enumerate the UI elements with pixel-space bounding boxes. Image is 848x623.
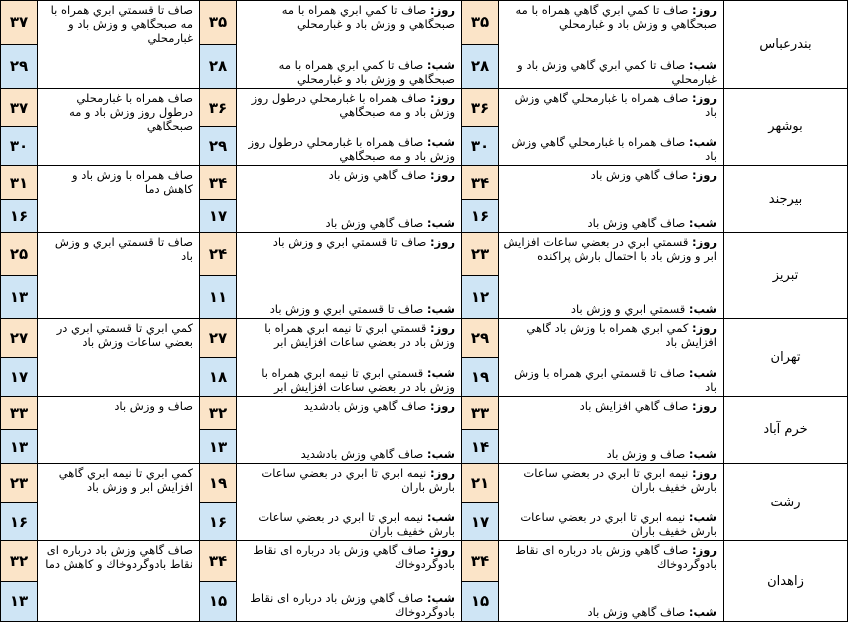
city-name: خرم آباد (724, 396, 848, 463)
night-forecast (241, 366, 455, 394)
day3-description: صاف تا قسمتي ابري همراه با مه صبحگاهي و وزش باد و غبارمحلي (50, 3, 193, 45)
day2-content (200, 89, 461, 165)
min-temp: ۱۳ (1, 582, 37, 621)
night-forecast (241, 510, 455, 538)
day2-cell (200, 88, 462, 165)
max-temp: ۲۴ (200, 233, 236, 276)
day3-content (1, 464, 199, 540)
day-forecast (241, 543, 455, 571)
day3-description: صاف همراه با وزش باد و كاهش دما (72, 168, 193, 197)
min-temp: ۱۶ (462, 200, 498, 233)
max-temp: ۳۴ (462, 541, 498, 581)
min-temp: ۱۲ (462, 276, 498, 318)
day-label: روز: (430, 3, 455, 17)
night-label: شب: (688, 216, 717, 231)
day3-description: صاف گاهي وزش باد درباره اى نقاط بادوگردوخاك و كاهش دما (45, 543, 193, 572)
temperature-column (200, 319, 237, 395)
temperature-column (462, 233, 499, 318)
temperature-column (462, 397, 499, 463)
day2-cell (200, 233, 462, 319)
day-label: روز: (430, 465, 455, 480)
day3-description: صاف همراه با غبارمحلي درطول روز وزش باد و مه صبحگاهي (69, 90, 193, 133)
min-temp: ۲۸ (200, 45, 236, 88)
max-temp: ۳۷ (1, 1, 37, 45)
night-forecast (503, 135, 717, 163)
day3-cell (1, 1, 200, 89)
night-text: صاف تا كمي ابري گاهي وزش باد و غبارمحلي (517, 57, 717, 86)
day-text: نيمه ابري تا ابري در بعضي ساعات بارش خفيف باران (523, 465, 717, 494)
city-name: رشت (724, 463, 848, 540)
night-label: شب: (688, 605, 717, 619)
min-temp: ۱۱ (200, 276, 236, 318)
day3-content (1, 319, 199, 395)
forecast-table-body (1, 1, 848, 622)
night-label: شب: (688, 135, 717, 150)
day2-description (237, 464, 461, 540)
temperature-column (1, 1, 38, 88)
day2-description (237, 166, 461, 232)
day3-cell (1, 88, 200, 165)
min-temp: ۱۷ (1, 358, 37, 396)
max-temp: ۳۴ (462, 166, 498, 200)
min-temp: ۳۰ (1, 127, 37, 165)
day-forecast (241, 91, 455, 119)
night-label: شب: (688, 57, 717, 72)
night-forecast (241, 302, 455, 316)
day3-content (1, 166, 199, 232)
night-text: نيمه ابري تا ابري در بعضي ساعات بارش خفيف باران (258, 510, 455, 539)
max-temp: ۲۱ (462, 464, 498, 503)
day1-description (499, 166, 723, 232)
day1-cell (462, 166, 724, 233)
night-label: شب: (426, 135, 455, 150)
night-text: صاف تا قسمتي ابري و وزش باد (269, 302, 424, 317)
temperature-column (1, 319, 38, 395)
forecast-row (1, 233, 848, 319)
min-temp: ۱۵ (200, 582, 236, 621)
max-temp: ۳۶ (462, 89, 498, 128)
day-text: صاف تا كمي ابري همراه با مه صبحگاهي و وزش باد و غبارمحلي (281, 3, 455, 31)
max-temp: ۳۶ (200, 89, 236, 128)
day3-cell (1, 233, 200, 319)
day1-description (499, 89, 723, 165)
day1-cell (462, 319, 724, 396)
day2-description (237, 541, 461, 621)
max-temp: ۳۵ (200, 1, 236, 45)
night-forecast (503, 216, 717, 230)
min-temp: ۱۴ (462, 430, 498, 463)
max-temp: ۱۹ (200, 464, 236, 503)
temperature-column (200, 397, 237, 463)
day-forecast (241, 321, 455, 349)
night-text: قسمتي ابري تا نيمه ابري همراه با وزش باد در بعضي ساعات افزايش ابر (261, 365, 455, 394)
day1-cell (462, 1, 724, 89)
day-label: روز: (692, 235, 717, 250)
night-label: شب: (426, 446, 455, 461)
min-temp: ۱۶ (1, 200, 37, 233)
night-forecast (241, 58, 455, 86)
night-text: صاف و وزش باد (606, 446, 686, 461)
max-temp: ۳۳ (1, 397, 37, 431)
day3-cell (1, 541, 200, 622)
night-forecast (503, 510, 717, 538)
day1-content (462, 233, 723, 318)
temperature-column (462, 89, 499, 165)
forecast-row (1, 541, 848, 622)
day2-cell (200, 396, 462, 463)
day-label: روز: (692, 398, 717, 413)
night-label: شب: (688, 510, 717, 525)
max-temp: ۳۷ (1, 89, 37, 128)
day-forecast (241, 235, 455, 249)
day-forecast (503, 543, 717, 571)
min-temp: ۱۷ (462, 503, 498, 541)
day-text: صاف گاهي افزايش باد (579, 398, 689, 413)
day-label: روز: (692, 90, 717, 105)
min-temp: ۱۸ (200, 358, 236, 396)
temperature-column (462, 541, 499, 621)
night-text: صاف گاهي وزش باد (325, 216, 424, 231)
day3-description: كمي ابري تا نيمه ابري گاهي افزايش ابر و وزش باد (58, 465, 193, 494)
temperature-column (462, 464, 499, 540)
night-text: صاف همراه با غبارمحلي گاهي وزش باد (511, 135, 717, 164)
day-text: صاف گاهي وزش باد درباره اى نقاط بادوگردوخاك (253, 543, 455, 572)
day3-description: كمي ابري تا قسمتي ابري در بعضي ساعات وزش باد (56, 321, 193, 350)
day-forecast (241, 399, 455, 413)
night-label: شب: (426, 216, 455, 231)
day-label: روز: (692, 543, 717, 558)
temperature-column (462, 1, 499, 88)
day-label: روز: (430, 543, 455, 558)
night-text: صاف گاهي وزش باد درباره اى نقاط بادوگردوخاك (250, 591, 455, 619)
day2-description (237, 319, 461, 395)
temperature-column (1, 166, 38, 232)
day2-cell (200, 166, 462, 233)
max-temp: ۲۳ (462, 233, 498, 276)
night-label: شب: (688, 446, 717, 461)
night-forecast (241, 447, 455, 461)
night-forecast (503, 447, 717, 461)
day-text: نيمه ابري تا ابري در بعضي ساعات بارش باران (261, 465, 455, 494)
min-temp: ۲۹ (1, 45, 37, 88)
night-text: صاف گاهي وزش باد (587, 216, 686, 231)
day-label: روز: (430, 235, 455, 250)
forecast-row (1, 319, 848, 396)
forecast-row (1, 396, 848, 463)
day1-content (462, 166, 723, 232)
day1-description (499, 1, 723, 88)
night-forecast (503, 605, 717, 619)
day2-content (200, 1, 461, 88)
night-label: شب: (688, 302, 717, 317)
night-forecast (503, 366, 717, 394)
day2-description (237, 233, 461, 318)
max-temp: ۳۲ (1, 541, 37, 581)
temperature-column (1, 89, 38, 165)
min-temp: ۲۸ (462, 45, 498, 88)
city-name: تبريز (724, 233, 848, 319)
day3-content (1, 89, 199, 165)
day1-content (462, 89, 723, 165)
day1-content (462, 397, 723, 463)
day2-cell (200, 463, 462, 540)
max-temp: ۳۴ (200, 166, 236, 200)
day-text: كمي ابري همراه با وزش باد گاهي افزايش باد (526, 321, 717, 350)
day2-content (200, 319, 461, 395)
day3-cell (1, 396, 200, 463)
night-label: شب: (426, 57, 455, 72)
temperature-column (200, 233, 237, 318)
day2-description (237, 89, 461, 165)
day-label: روز: (692, 321, 717, 336)
temperature-column (1, 397, 38, 463)
day1-cell (462, 463, 724, 540)
night-text: صاف گاهي وزش بادشديد (300, 446, 424, 461)
day-text: صاف گاهي وزش باد (590, 168, 689, 183)
day-text: صاف گاهي وزش باد (328, 168, 427, 183)
day2-cell (200, 319, 462, 396)
temperature-column (200, 89, 237, 165)
day1-description (499, 319, 723, 395)
day3-cell (1, 319, 200, 396)
night-text: نيمه ابري تا ابري در بعضي ساعات بارش خفيف باران (520, 510, 717, 539)
forecast-row (1, 88, 848, 165)
min-temp: ۲۹ (200, 127, 236, 165)
day2-description (237, 397, 461, 463)
day-forecast (503, 168, 717, 182)
day2-cell (200, 1, 462, 89)
max-temp: ۳۳ (462, 397, 498, 431)
day-forecast (241, 466, 455, 494)
city-name: بوشهر (724, 88, 848, 165)
day1-content (462, 319, 723, 395)
forecast-row (1, 1, 848, 89)
day-label: روز: (430, 398, 455, 413)
day-forecast (241, 168, 455, 182)
temperature-column (1, 233, 38, 318)
min-temp: ۱۶ (200, 503, 236, 541)
day-forecast (503, 91, 717, 119)
min-temp: ۱۹ (462, 358, 498, 396)
day-text: صاف تا قسمتي ابري و وزش باد (272, 235, 427, 250)
day1-content (462, 541, 723, 621)
night-label: شب: (426, 302, 455, 317)
night-forecast (241, 591, 455, 619)
night-forecast (241, 216, 455, 230)
day-text: صاف گاهي وزش باد درباره اى نقاط بادوگردوخاك (515, 543, 717, 572)
day-label: روز: (692, 465, 717, 480)
min-temp: ۱۶ (1, 503, 37, 541)
min-temp: ۳۰ (462, 127, 498, 165)
max-temp: ۲۷ (1, 319, 37, 358)
day3-description: صاف و وزش باد (114, 398, 193, 413)
max-temp: ۳۱ (1, 166, 37, 200)
temperature-column (462, 319, 499, 395)
day3-description: صاف تا قسمتي ابري و وزش باد (54, 235, 193, 264)
max-temp: ۳۴ (200, 541, 236, 581)
min-temp: ۱۳ (1, 276, 37, 318)
day1-description (499, 541, 723, 621)
day-text: صاف گاهي وزش بادشديد (303, 398, 427, 413)
night-label: شب: (426, 510, 455, 525)
day-forecast (503, 399, 717, 413)
day-label: روز: (430, 168, 455, 183)
day3-cell (1, 166, 200, 233)
night-text: صاف گاهي وزش باد (587, 605, 686, 619)
city-name: بندرعباس (724, 1, 848, 89)
min-temp: ۱۵ (462, 582, 498, 621)
night-label: شب: (426, 591, 455, 605)
night-text: صاف همراه با غبارمحلي درطول روز وزش باد و مه صبحگاهي (248, 135, 455, 164)
night-label: شب: (688, 365, 717, 380)
day-text: صاف همراه با غبارمحلي درطول روز وزش باد و مه صبحگاهي (251, 90, 455, 119)
day2-description (237, 1, 461, 88)
day1-description (499, 233, 723, 318)
night-text: صاف تا كمي ابري همراه با مه صبحگاهي و وزش باد و غبارمحلي (278, 57, 455, 86)
day1-description (499, 464, 723, 540)
temperature-column (1, 541, 38, 621)
day-forecast (503, 235, 717, 263)
day1-cell (462, 88, 724, 165)
day-forecast (503, 321, 717, 349)
night-text: صاف تا قسمتي ابري همراه با وزش باد (514, 365, 717, 394)
day2-cell (200, 541, 462, 622)
night-forecast (503, 58, 717, 86)
day3-content (1, 233, 199, 318)
night-text: قسمتي ابري و وزش باد (570, 302, 686, 317)
day-text: صاف همراه با غبارمحلي گاهي وزش باد (514, 90, 717, 119)
min-temp: ۱۳ (1, 430, 37, 463)
temperature-column (1, 464, 38, 540)
temperature-column (462, 166, 499, 232)
day3-cell (1, 463, 200, 540)
day1-cell (462, 233, 724, 319)
day-label: روز: (430, 90, 455, 105)
day-label: روز: (692, 3, 717, 17)
day-forecast (503, 3, 717, 31)
max-temp: ۲۷ (200, 319, 236, 358)
day2-content (200, 166, 461, 232)
forecast-row (1, 166, 848, 233)
day1-content (462, 464, 723, 540)
city-name: بيرجند (724, 166, 848, 233)
max-temp: ۳۵ (462, 1, 498, 45)
max-temp: ۲۹ (462, 319, 498, 358)
day2-content (200, 397, 461, 463)
day1-cell (462, 541, 724, 622)
night-forecast (503, 302, 717, 316)
day-forecast (241, 3, 455, 31)
night-label: شب: (426, 365, 455, 380)
temperature-column (200, 464, 237, 540)
day1-cell (462, 396, 724, 463)
day2-content (200, 541, 461, 621)
day2-content (200, 233, 461, 318)
day-label: روز: (430, 321, 455, 336)
day2-content (200, 464, 461, 540)
day-text: قسمتي ابري تا نيمه ابري همراه با وزش باد در بعضي ساعات افزايش ابر (264, 321, 455, 350)
temperature-column (200, 541, 237, 621)
day-label: روز: (692, 168, 717, 183)
day-text: قسمتي ابري در بعضي ساعات افزايش ابر و وزش باد با احتمال بارش پراكنده (503, 235, 717, 264)
forecast-row (1, 463, 848, 540)
temperature-column (200, 166, 237, 232)
day3-content (1, 541, 199, 621)
day-text: صاف تا كمي ابري گاهي همراه با مه صبحگاهي و وزش باد و غبارمحلي (515, 3, 717, 31)
day1-content (462, 1, 723, 88)
day-forecast (503, 466, 717, 494)
day3-content (1, 1, 199, 88)
day3-content (1, 397, 199, 463)
city-name: زاهدان (724, 541, 848, 622)
day1-description (499, 397, 723, 463)
min-temp: ۱۳ (200, 430, 236, 463)
temperature-column (200, 1, 237, 88)
max-temp: ۲۵ (1, 233, 37, 276)
max-temp: ۲۳ (1, 464, 37, 503)
min-temp: ۱۷ (200, 200, 236, 233)
city-name: تهران (724, 319, 848, 396)
night-forecast (241, 135, 455, 163)
max-temp: ۳۲ (200, 397, 236, 431)
